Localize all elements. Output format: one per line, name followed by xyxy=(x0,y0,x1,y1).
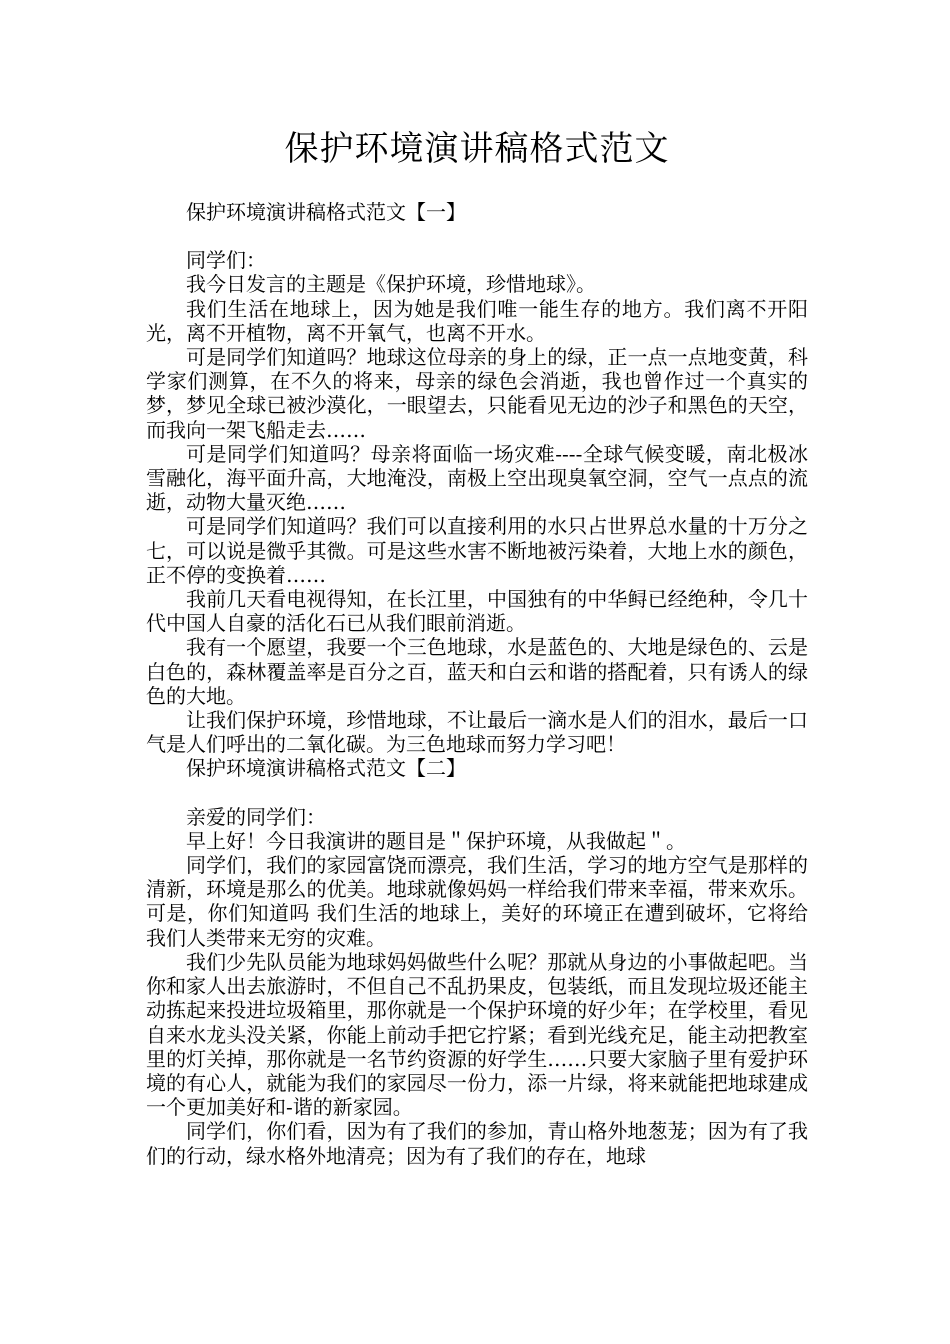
paragraph: 让我们保护环境，珍惜地球，不让最后一滴水是人们的泪水，最后一口气是人们呼出的二氧化碳。为三色地球而努力学习吧！ xyxy=(146,708,808,757)
paragraph: 可是同学们知道吗？地球这位母亲的身上的绿，正一点一点地变黄，科学家们测算，在不久的将来，母亲的绿色会消逝，我也曾作过一个真实的梦，梦见全球已被沙漠化，一眼望去，只能看见无边的沙子和黑色的天空，而我向一架飞船走去…… xyxy=(146,345,808,442)
paragraph: 我们少先队员能为地球妈妈做些什么呢？那就从身边的小事做起吧。当你和家人出去旅游时，不但自己不乱扔果皮，包装纸，而且发现垃圾还能主动拣起来投进垃圾箱里，那你就是一个保护环境的好少年；在学校里，看见自来水龙头没关紧，你能上前动手把它拧紧；看到光线充足，能主动把教室里的灯关掉，那你就是一名节约资源的好学生……只要大家脑子里有爱护环境的有心人，就能为我们的家园尽一份力，添一片绿，将来就能把地球建成一个更加美好和-谐的新家园。 xyxy=(146,949,808,1120)
section-two xyxy=(146,756,808,1167)
greeting: 亲爱的同学们： xyxy=(186,804,326,829)
paragraph: 早上好！今日我演讲的题目是＂保护环境，从我做起＂。 xyxy=(186,828,686,853)
paragraph: 可是同学们知道吗？母亲将面临一场灾难----全球气候变暖，南北极冰雪融化，海平面升高，大地淹没，南极上空出现臭氧空洞，空气一点点的流逝，动物大量灭绝…… xyxy=(146,441,808,515)
greeting: 同学们： xyxy=(186,248,266,273)
section-heading: 保护环境演讲稿格式范文【二】 xyxy=(186,756,466,781)
blank-line xyxy=(146,781,808,805)
paragraph: 我今日发言的主题是《保护环境，珍惜地球》。 xyxy=(186,272,596,297)
paragraph: 可是同学们知道吗？我们可以直接利用的水只占世界总水量的十万分之七，可以说是微乎其微。可是这些水害不断地被污染着，大地上水的颜色，正不停的变换着…… xyxy=(146,514,808,587)
document-title: 保护环境演讲稿格式范文 xyxy=(284,129,670,169)
paragraph: 我有一个愿望，我要一个三色地球，水是蓝色的、大地是绿色的、云是白色的，森林覆盖率是百分之百，蓝天和白云和谐的搭配着，只有诱人的绿色的大地。 xyxy=(146,635,808,708)
paragraph: 同学们，我们的家园富饶而漂亮，我们生活，学习的地方空气是那样的清新，环境是那么的优美。地球就像妈妈一样给我们带来幸福，带来欢乐。可是，你们知道吗 我们生活的地球上，美好的环境正在遭到破坏，它将给我们人类带来无穷的灾难。 xyxy=(146,853,808,950)
paragraph: 同学们，你们看，因为有了我们的参加，青山格外地葱茏；因为有了我们的行动，绿水格外地清亮；因为有了我们的存在，地球 xyxy=(146,1119,808,1168)
paragraph: 我前几天看电视得知，在长江里，中国独有的中华鲟已经绝种，令几十代中国人自豪的活化石已从我们眼前消逝。 xyxy=(146,587,808,636)
paragraph: 我们生活在地球上，因为她是我们唯一能生存的地方。我们离不开阳光，离不开植物，离不开氧气，也离不开水。 xyxy=(146,296,808,345)
section-one xyxy=(146,200,808,756)
document-page xyxy=(146,126,808,1168)
section-heading: 保护环境演讲稿格式范文【一】 xyxy=(186,200,466,224)
blank-line xyxy=(146,224,808,248)
